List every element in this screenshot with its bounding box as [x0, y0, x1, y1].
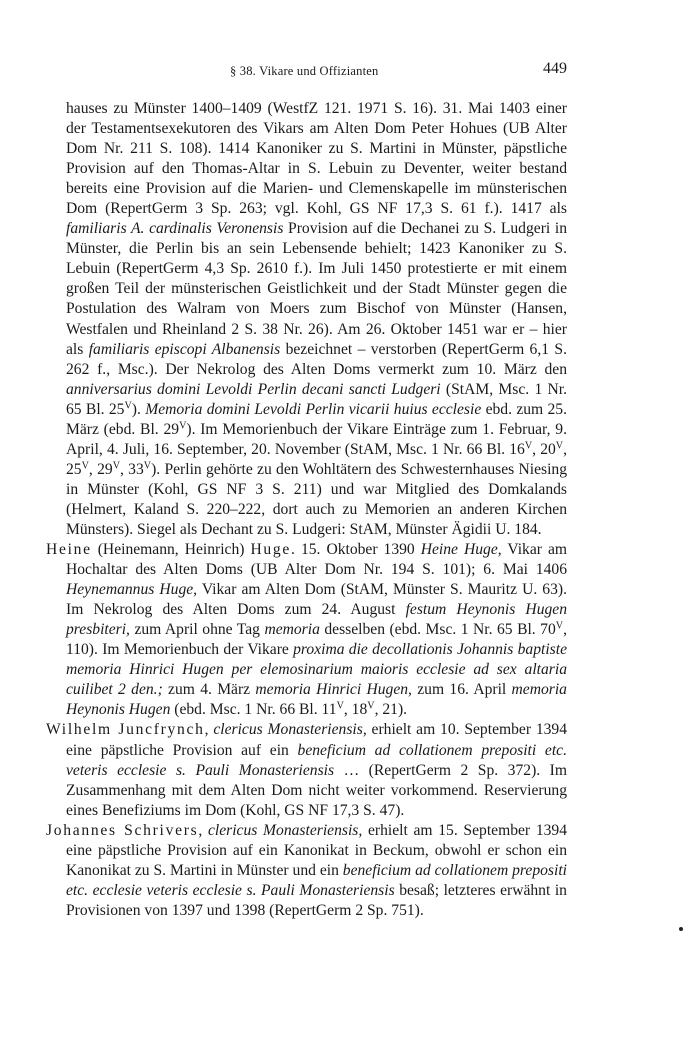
- latin-quotation: Heynemannus Huge,: [66, 581, 198, 599]
- folio-verso-marker: V: [112, 460, 120, 472]
- entry-heine-huge: [46, 540, 567, 720]
- folio-verso-marker: V: [81, 460, 89, 472]
- text-run: ). Im Memorienbuch der Vikare Einträge zum 1. Februar, 9. April, 4. Juli, 16. September, 20. November (StAM, Msc. 1 Nr. 66 Bl. 16: [66, 420, 567, 458]
- text-run: zum April ohne Tag: [129, 621, 265, 639]
- text-run: ).: [131, 400, 146, 418]
- text-run: ,: [204, 721, 214, 739]
- text-run: . 15. Oktober 1390: [291, 541, 421, 559]
- folio-verso-marker: V: [143, 460, 152, 472]
- running-head: § 38. Vikare und Offizianten: [230, 64, 379, 78]
- person-name: Johannes Schrivers: [46, 821, 199, 839]
- person-name: Heine: [46, 541, 92, 559]
- body-text: [46, 99, 567, 921]
- text-run: zum 4. März: [162, 681, 256, 699]
- text-run: ebd. zum 25. März (ebd. Bl. 29: [66, 400, 567, 438]
- text-run: besaß; letzteres erwähnt in Provisionen von 1397 und 1398 (RepertGerm 2 Sp. 751).: [66, 881, 567, 919]
- latin-quotation: Heine Huge,: [420, 541, 502, 559]
- text-run: Vikar am Hochaltar des Alten Doms (UB Alter Dom Nr. 194 S. 101); 6. Mai 1406: [66, 541, 567, 579]
- text-run: erhielt am 15. September 1394 eine päpstliche Provision auf ein Kanonikat in Beckum, obwohl er schon ein Kanonikat zu S. Martini in Münster und ein: [66, 821, 568, 879]
- folio-verso-marker: V: [179, 420, 187, 432]
- text-run: erhielt am 10. September 1394 eine päpstliche Provision auf ein: [66, 721, 568, 759]
- text-run: (StAM, Msc. 1 Nr. 65 Bl. 25: [66, 380, 567, 418]
- text-run: , 110). Im Memorienbuch der Vikare: [66, 621, 567, 659]
- text-run: , 33: [120, 460, 144, 478]
- text-run: zum 16. April: [411, 681, 512, 699]
- text-run: hauses zu Münster 1400–1409 (WestfZ 121. 1971 S. 16). 31. Mai 1403 einer der Testamentsexekutoren des Vikars am Alten Dom Peter Hohues (UB Alter Dom Nr. 211 S. 108). 1414 Kanoniker zu S. Martini in Münster, päpstliche Provision auf den Thomas-Altar in S. Lebuin zu Deventer, weiter bestand bereits eine Provision auf die Marien- und Clemenskapelle im münsterischen Dom (RepertGerm 3 Sp. 263; vgl. Kohl, GS NF 17,3 S. 61 f.). 1417 als: [66, 100, 567, 218]
- text-run: Provision auf die Dechanei zu S. Ludgeri in Münster, die Perlin bis an sein Lebensende behielt; 1423 Kanoniker zu S. Lebuin (RepertGerm 4,3 Sp. 2610 f.). Im Juli 1450 protestierte er mit einem großen Teil der münsterischen Geistlichkeit und der Stadt Münster gegen die Postulation des Walram von Moers zum Bischof von Münster (Hansen, Westfalen und Rheinland 2 S. 38 Nr. 26). Am 26. Oktober 1451 war er – hier als: [66, 220, 567, 358]
- text-run: ,: [198, 821, 208, 839]
- text-run: , 25: [66, 440, 568, 478]
- latin-quotation: clericus Monasteriensis,: [213, 721, 367, 739]
- latin-quotation: proxima die decollationis Johannis baptiste memoria Hinrici Hugen per elemosinarium maioris ecclesie ad sex altaria cuilibet 2 den.;: [66, 641, 567, 699]
- folio-verso-marker: V: [555, 440, 564, 452]
- latin-quotation: anniversarius domini Levoldi Perlin decani sancti Ludgeri: [66, 380, 441, 398]
- folio-verso-marker: V: [524, 440, 533, 452]
- text-run: (Heinemann, Heinrich): [91, 541, 251, 559]
- folio-verso-marker: V: [555, 620, 564, 632]
- text-run: , 20: [532, 440, 556, 458]
- entry-johannes-schrivers: [46, 821, 567, 921]
- folio-verso-marker: V: [367, 700, 375, 712]
- text-run: , 29: [88, 460, 113, 478]
- latin-quotation: familiaris A. cardinalis Veronensis: [66, 220, 284, 238]
- latin-quotation: beneficium ad collationem prepositi etc. veteris ecclesie s. Pauli Monasteriensis: [66, 741, 567, 779]
- text-run: (ebd. Msc. 1 Nr. 66 Bl. 11: [170, 701, 337, 719]
- entry-wilhelm-juncfrynch: [46, 720, 567, 820]
- text-run: , 18: [343, 701, 368, 719]
- latin-quotation: festum Heynonis Hugen presbiteri,: [66, 601, 568, 639]
- text-run: , 21).: [374, 701, 408, 719]
- paragraph-perlin-continued: [46, 99, 567, 540]
- text-run: … (RepertGerm 2 Sp. 372). Im Zusammenhang mit dem Alten Dom nicht weiter vorkommend. Reservierung eines Benefiziums im Dom (Kohl, GS NF 17,3 S. 47).: [66, 761, 568, 819]
- folio-verso-marker: V: [336, 700, 344, 712]
- text-run: Vikar am Alten Dom (StAM, Münster S. Mauritz U. 63). Im Nekrolog des Alten Doms zum 24. August: [66, 581, 567, 619]
- person-name: Wilhelm Juncfrynch: [46, 721, 205, 739]
- latin-quotation: memoria Hinrici Hugen,: [255, 681, 412, 699]
- page-number: 449: [543, 60, 567, 77]
- text-run: desselben (ebd. Msc. 1 Nr. 65 Bl. 70: [319, 621, 556, 639]
- latin-quotation: Memoria domini Levoldi Perlin vicarii huius ecclesie: [145, 400, 482, 418]
- text-run: bezeichnet – verstorben (RepertGerm 6,1 S. 262 f., Msc.). Der Nekrolog des Alten Doms vermerkt zum 10. März den: [66, 340, 567, 378]
- latin-quotation: memoria: [264, 621, 320, 639]
- person-name: Huge: [250, 541, 292, 559]
- latin-quotation: beneficium ad collationem prepositi etc. ecclesie veteris ecclesie s. Pauli Monasteriensis: [66, 861, 567, 899]
- latin-quotation: clericus Monasteriensis,: [207, 821, 363, 839]
- latin-quotation: memoria Heynonis Hugen: [66, 681, 567, 719]
- latin-quotation: familiaris episcopi Albanensis: [88, 340, 281, 358]
- folio-verso-marker: V: [124, 400, 132, 412]
- margin-dot: [679, 927, 683, 931]
- text-run: ). Perlin gehörte zu den Wohltätern des Schwesternhauses Niesing in Münster (Kohl, GS NF 3 S. 211) und war Mitglied des Domkalands (Helmert, Kaland S. 220–222, dort auch zu Memorien an anderen Kirchen Münsters). Siegel als Dechant zu S. Ludgeri: StAM, Münster Ägidii U. 184.: [66, 460, 568, 538]
